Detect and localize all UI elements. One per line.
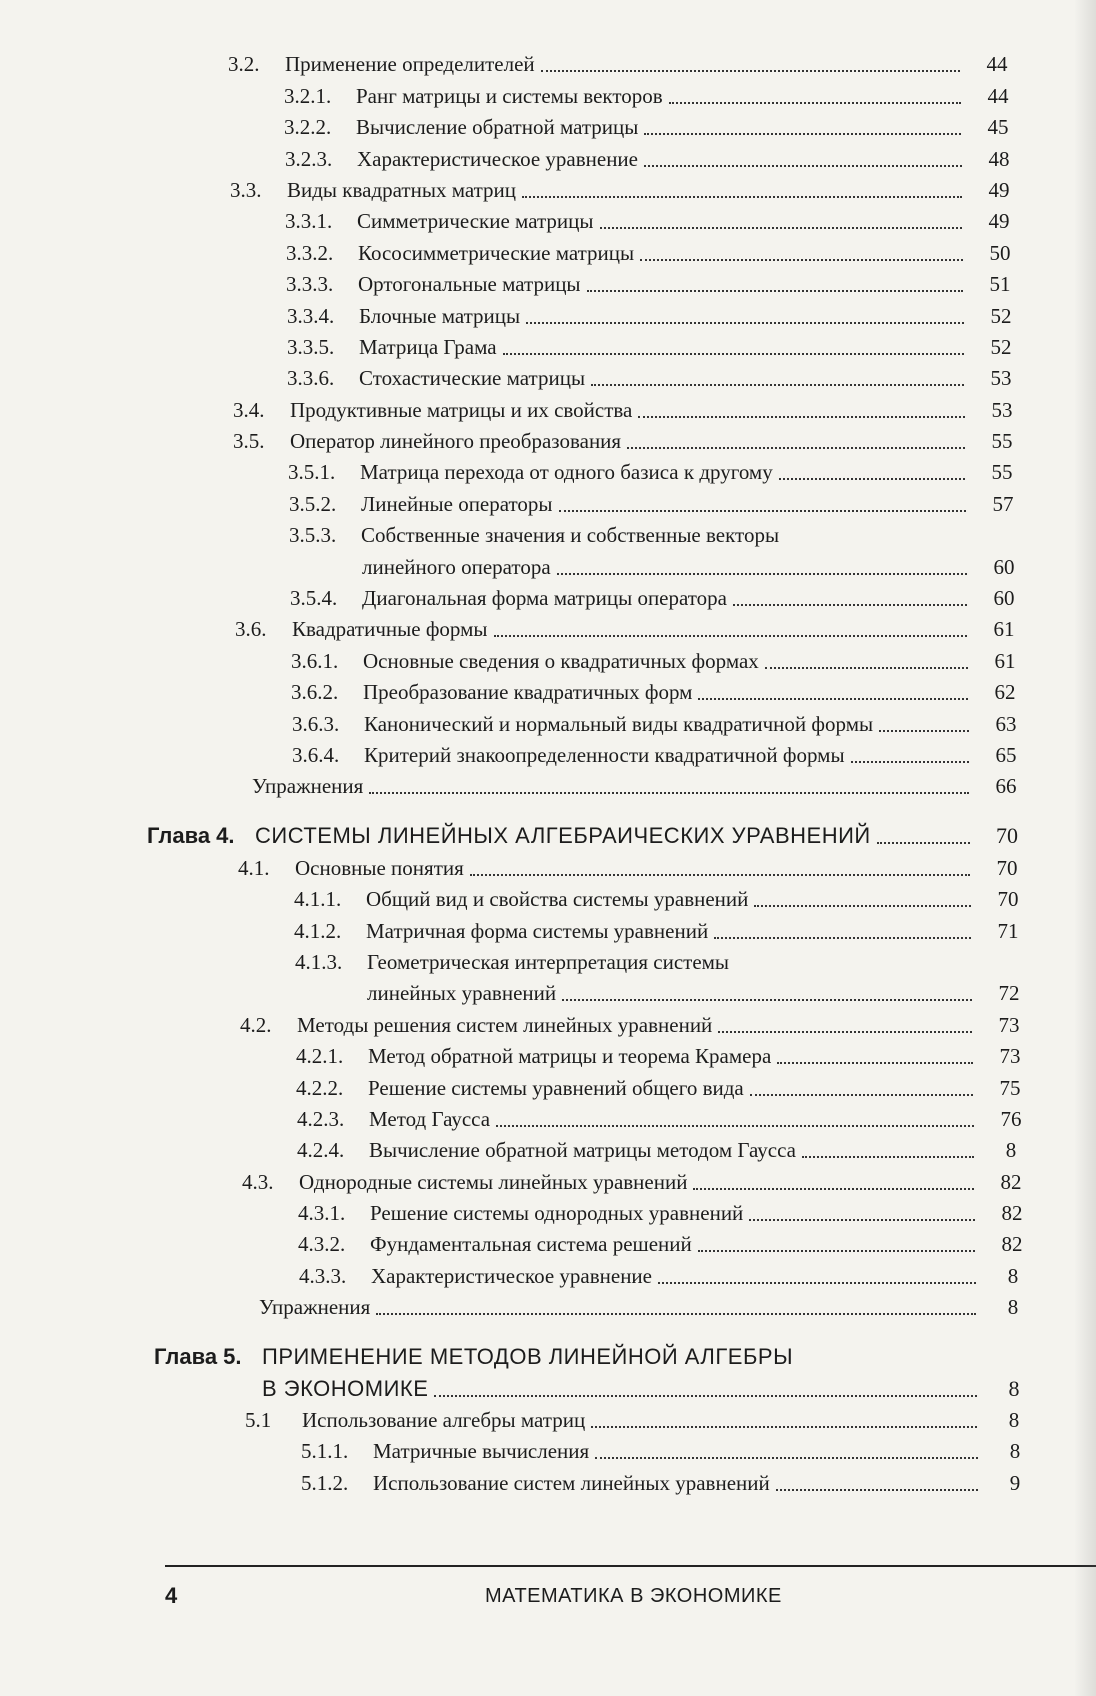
table-of-contents	[0, 50, 1096, 1500]
toc-page-number: 44	[986, 52, 1008, 77]
toc-entry-title: Матрица Грама	[359, 334, 497, 359]
toc-page-number: 60	[993, 554, 1015, 579]
toc-leader-dots	[698, 1244, 975, 1252]
toc-entry	[0, 646, 1096, 677]
toc-entry-number: 4.3.	[242, 1169, 274, 1194]
toc-leader-dots	[802, 1150, 974, 1158]
toc-entry-title: Применение определителей	[285, 52, 535, 77]
toc-entry-title: Квадратичные формы	[292, 617, 488, 642]
toc-entry	[0, 489, 1096, 520]
footer-book-title: МАТЕМАТИКА В ЭКОНОМИКЕ	[485, 1585, 782, 1607]
toc-leader-dots	[494, 629, 967, 637]
toc-page-number: 60	[993, 586, 1015, 611]
toc-entry	[0, 1167, 1096, 1198]
toc-entry-title: ПРИМЕНЕНИЕ МЕТОДОВ ЛИНЕЙНОЙ АЛГЕБРЫ	[262, 1344, 794, 1370]
toc-entry-number: 3.6.1.	[291, 648, 339, 673]
toc-entry	[0, 270, 1096, 301]
toc-entry-number: 3.2.2.	[284, 115, 332, 140]
toc-entry-title: Продуктивные матрицы и их свойства	[290, 397, 633, 422]
toc-entry-title: Преобразование квадратичных форм	[363, 680, 693, 705]
toc-leader-dots	[779, 472, 965, 480]
toc-entry	[0, 427, 1096, 458]
toc-page-number: 53	[991, 397, 1013, 422]
toc-page-number: 44	[987, 83, 1009, 108]
toc-entry	[0, 916, 1096, 947]
toc-entry-title: Диагональная форма матрицы оператора	[362, 586, 727, 611]
toc-entry	[0, 301, 1096, 332]
toc-page-number: 61	[993, 617, 1015, 642]
toc-page-number: 49	[988, 177, 1010, 202]
toc-page-number: 61	[994, 648, 1016, 673]
toc-entry-title: Общий вид и свойства системы уравнений	[366, 887, 749, 912]
toc-entry	[0, 615, 1096, 646]
toc-entry-title: Кососимметрические матрицы	[358, 240, 635, 265]
toc-entry-title: Вычисление обратной матрицы методом Гаусса	[369, 1138, 796, 1163]
toc-leader-dots	[600, 221, 963, 229]
toc-entry-number: 4.1.	[238, 855, 270, 880]
toc-entry-number: 4.2.2.	[296, 1075, 344, 1100]
toc-entry-number: 3.3.	[230, 177, 262, 202]
toc-page-number: 53	[990, 366, 1012, 391]
toc-entry-number: 3.6.3.	[292, 711, 340, 736]
toc-entry-number: 3.3.3.	[286, 272, 334, 297]
toc-leader-dots	[754, 899, 971, 907]
toc-entry-number: 3.6.4.	[292, 742, 340, 767]
toc-entry-title: линейных уравнений	[367, 981, 557, 1006]
toc-entry-title: Характеристическое уравнение	[357, 146, 638, 171]
toc-leader-dots	[693, 1182, 974, 1190]
toc-page-number: 73	[998, 1012, 1020, 1037]
toc-entry-number: 3.5.1.	[288, 460, 336, 485]
toc-entry-title: Ранг матрицы и системы векторов	[356, 83, 663, 108]
toc-entry-title: Вычисление обратной матрицы	[356, 115, 639, 140]
toc-entry	[0, 1406, 1096, 1437]
toc-entry-number: 4.1.2.	[294, 918, 342, 943]
toc-entry-number: 3.4.	[233, 397, 265, 422]
toc-page-number: 70	[997, 887, 1019, 912]
toc-entry-title: Стохастические матрицы	[359, 366, 586, 391]
toc-leader-dots	[749, 1213, 975, 1221]
toc-page-number: 55	[991, 460, 1013, 485]
toc-entry-number: 4.3.3.	[299, 1263, 347, 1288]
toc-leader-dots	[541, 64, 960, 72]
toc-entry-number: 3.2.	[228, 52, 260, 77]
toc-entry-title: Использование алгебры матриц	[302, 1408, 586, 1433]
toc-entry	[0, 144, 1096, 175]
toc-entry-number: 3.5.4.	[290, 586, 338, 611]
toc-page-number: 70	[996, 823, 1018, 849]
toc-entry-title: Матричная форма системы уравнений	[366, 918, 709, 943]
toc-leader-dots	[698, 692, 968, 700]
toc-entry-number: 4.2.3.	[297, 1106, 345, 1131]
toc-page-number: 49	[988, 209, 1010, 234]
toc-page-number: 8	[1007, 1295, 1019, 1320]
toc-entry-title: Линейные операторы	[361, 491, 553, 516]
toc-leader-dots	[591, 378, 964, 386]
footer-page-number: 4	[165, 1583, 178, 1608]
toc-entry-number: 3.3.2.	[286, 240, 334, 265]
toc-entry-title: Матричные вычисления	[373, 1439, 590, 1464]
toc-leader-dots	[559, 504, 966, 512]
toc-entry	[0, 1073, 1096, 1104]
toc-leader-dots	[434, 1389, 977, 1397]
toc-entry-title: Упражнения	[252, 774, 364, 799]
toc-leader-dots	[595, 1451, 978, 1459]
toc-leader-dots	[640, 253, 963, 261]
toc-leader-dots	[718, 1025, 972, 1033]
toc-entry	[0, 50, 1096, 81]
toc-page-number: 75	[999, 1075, 1021, 1100]
toc-entry-number: 3.2.1.	[284, 83, 332, 108]
toc-page-number: 8	[1009, 1439, 1021, 1464]
toc-entry-number: 4.3.1.	[298, 1201, 346, 1226]
toc-entry	[0, 552, 1096, 583]
toc-page-number: 55	[991, 429, 1013, 454]
toc-entry-title: Методы решения систем линейных уравнений	[297, 1012, 713, 1037]
page-edge-shadow	[1074, 0, 1096, 1696]
toc-entry	[0, 81, 1096, 112]
footer-rule	[165, 1565, 1096, 1567]
toc-entry-title: Критерий знакоопределенности квадратичной формы	[364, 742, 845, 767]
toc-entry-number: Глава 4.	[147, 823, 235, 849]
toc-page-number: 82	[1000, 1169, 1022, 1194]
toc-page-number: 8	[1008, 1375, 1020, 1401]
toc-entry-title: линейного оператора	[362, 554, 551, 579]
toc-entry-number: 4.2.4.	[297, 1138, 345, 1163]
toc-leader-dots	[587, 284, 963, 292]
toc-entry	[0, 584, 1096, 615]
toc-entry	[0, 1437, 1096, 1468]
toc-entry	[0, 1468, 1096, 1499]
toc-leader-dots	[777, 1056, 973, 1064]
toc-leader-dots	[750, 1088, 973, 1096]
toc-entry-title: Основные сведения о квадратичных формах	[363, 648, 759, 673]
toc-chapter	[0, 1324, 1096, 1374]
toc-entry-title: Виды квадратных матриц	[287, 177, 517, 202]
toc-entry-title: Ортогональные матрицы	[358, 272, 581, 297]
toc-entry-title: Использование систем линейных уравнений	[373, 1470, 770, 1495]
toc-entry	[0, 521, 1096, 552]
toc-entry-title: Однородные системы линейных уравнений	[299, 1169, 688, 1194]
toc-page-number: 9	[1009, 1470, 1021, 1495]
toc-entry	[0, 113, 1096, 144]
toc-entry	[0, 1199, 1096, 1230]
toc-entry-title: Собственные значения и собственные векторы	[361, 523, 780, 548]
toc-page-number: 71	[997, 918, 1019, 943]
toc-entry-number: 3.6.	[235, 617, 267, 642]
toc-page-number: 66	[995, 774, 1017, 799]
toc-entry	[0, 678, 1096, 709]
toc-page-number: 65	[995, 742, 1017, 767]
toc-leader-dots	[503, 347, 964, 355]
toc-entry-title: Блочные матрицы	[359, 303, 521, 328]
toc-entry-title: Решение системы однородных уравнений	[370, 1201, 744, 1226]
toc-entry	[0, 709, 1096, 740]
toc-entry-number: 3.3.1.	[285, 209, 333, 234]
toc-entry-number: 3.5.	[233, 429, 265, 454]
toc-entry	[0, 176, 1096, 207]
toc-entry-number: 3.2.3.	[285, 146, 333, 171]
toc-leader-dots	[470, 868, 970, 876]
toc-leader-dots	[669, 96, 961, 104]
toc-entry-number: 3.3.5.	[287, 334, 335, 359]
toc-entry	[0, 853, 1096, 884]
toc-entry	[0, 948, 1096, 979]
toc-entry-number: 4.1.1.	[294, 887, 342, 912]
toc-entry-number: 5.1.1.	[301, 1439, 349, 1464]
toc-entry-title: Характеристическое уравнение	[371, 1263, 652, 1288]
toc-page-number: 51	[989, 272, 1011, 297]
toc-entry	[0, 979, 1096, 1010]
toc-page-number: 73	[999, 1044, 1021, 1069]
toc-entry	[0, 333, 1096, 364]
toc-entry-title: Метод обратной матрицы и теорема Крамера	[368, 1044, 772, 1069]
toc-page-number: 57	[992, 491, 1014, 516]
toc-entry-title: Канонический и нормальный виды квадратичной формы	[364, 711, 874, 736]
toc-entry-title: Основные понятия	[295, 855, 464, 880]
toc-entry-number: 3.3.6.	[287, 366, 335, 391]
toc-leader-dots	[644, 159, 962, 167]
toc-entry	[0, 364, 1096, 395]
toc-page-number: 8	[1005, 1138, 1017, 1163]
toc-entry-title: Оператор линейного преобразования	[290, 429, 622, 454]
toc-entry-title: Метод Гаусса	[369, 1106, 491, 1131]
toc-page-number: 72	[998, 981, 1020, 1006]
toc-entry	[0, 458, 1096, 489]
toc-leader-dots	[877, 836, 970, 844]
toc-entry-title: В ЭКОНОМИКЕ	[262, 1375, 429, 1401]
toc-entry	[0, 1042, 1096, 1073]
toc-entry	[0, 395, 1096, 426]
toc-entry	[0, 885, 1096, 916]
toc-page-number: 82	[1001, 1232, 1023, 1257]
toc-page-number: 70	[996, 855, 1018, 880]
toc-entry	[0, 741, 1096, 772]
toc-leader-dots	[562, 993, 972, 1001]
toc-page-number: 52	[990, 303, 1012, 328]
toc-entry-number: 4.2.	[240, 1012, 272, 1037]
toc-entry-number: 5.1	[245, 1408, 272, 1433]
toc-leader-dots	[765, 661, 968, 669]
toc-entry	[0, 238, 1096, 269]
toc-entry-number: 4.3.2.	[298, 1232, 346, 1257]
toc-page-number: 48	[988, 146, 1010, 171]
toc-entry-number: Глава 5.	[154, 1344, 242, 1370]
toc-leader-dots	[879, 724, 969, 732]
toc-exercises	[0, 772, 1096, 803]
toc-leader-dots	[714, 931, 971, 939]
toc-entry-number: 5.1.2.	[301, 1470, 349, 1495]
toc-chapter	[0, 1374, 1096, 1405]
toc-entry	[0, 1010, 1096, 1041]
toc-entry-title: Матрица перехода от одного базиса к другому	[360, 460, 773, 485]
toc-leader-dots	[627, 441, 965, 449]
toc-entry-title: Решение системы уравнений общего вида	[368, 1075, 744, 1100]
toc-page-number: 8	[1008, 1408, 1020, 1433]
toc-leader-dots	[376, 1307, 976, 1315]
toc-page-number: 45	[987, 115, 1009, 140]
toc-entry-title: Симметрические матрицы	[357, 209, 594, 234]
toc-leader-dots	[851, 755, 969, 763]
toc-entry-number: 4.1.3.	[295, 949, 343, 974]
toc-entry-number: 3.3.4.	[287, 303, 335, 328]
toc-leader-dots	[644, 127, 961, 135]
toc-leader-dots	[557, 567, 967, 575]
toc-entry	[0, 1230, 1096, 1261]
toc-leader-dots	[733, 598, 967, 606]
toc-page-number: 62	[994, 680, 1016, 705]
toc-entry-number: 3.5.3.	[289, 523, 337, 548]
toc-page-number: 82	[1001, 1201, 1023, 1226]
toc-page-number: 52	[990, 334, 1012, 359]
toc-entry-number: 4.2.1.	[296, 1044, 344, 1069]
toc-leader-dots	[522, 190, 962, 198]
toc-entry	[0, 1136, 1096, 1167]
toc-entry-title: Фундаментальная система решений	[370, 1232, 692, 1257]
toc-entry-title: СИСТЕМЫ ЛИНЕЙНЫХ АЛГЕБРАИЧЕСКИХ УРАВНЕНИЙ	[255, 823, 871, 849]
toc-page-number: 50	[989, 240, 1011, 265]
toc-chapter	[0, 803, 1096, 853]
toc-entry-number: 3.5.2.	[289, 491, 337, 516]
toc-leader-dots	[776, 1483, 978, 1491]
toc-leader-dots	[496, 1119, 974, 1127]
toc-page-number: 8	[1007, 1263, 1019, 1288]
toc-leader-dots	[526, 316, 964, 324]
toc-entry	[0, 1261, 1096, 1292]
toc-leader-dots	[638, 410, 965, 418]
toc-leader-dots	[369, 786, 969, 794]
toc-entry	[0, 1105, 1096, 1136]
toc-page-number: 76	[1000, 1106, 1022, 1131]
toc-leader-dots	[658, 1276, 976, 1284]
toc-entry-number: 3.6.2.	[291, 680, 339, 705]
toc-entry-title: Геометрическая интерпретация системы	[367, 949, 730, 974]
toc-page-number: 63	[995, 711, 1017, 736]
toc-entry-title: Упражнения	[259, 1295, 371, 1320]
toc-entry	[0, 207, 1096, 238]
toc-leader-dots	[591, 1420, 977, 1428]
toc-exercises	[0, 1293, 1096, 1324]
